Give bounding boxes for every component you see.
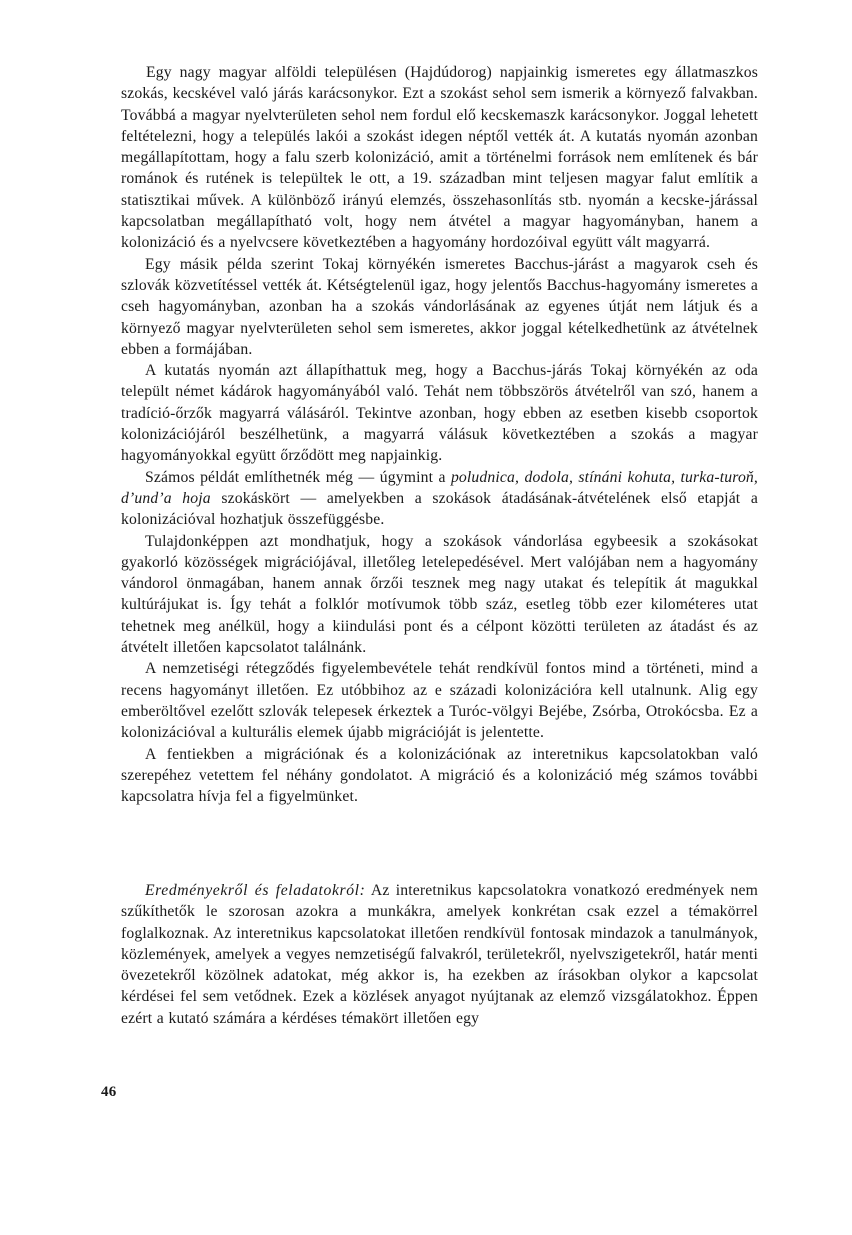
custom-names-italic: poludnica, dodola, stínáni kohuta, turka-turoň, d’und’a hoja: [121, 468, 758, 507]
paragraph-summary: A fentiekben a migrációnak és a kolonizációnak az interetnikus kapcsolatokban való szerepéhez vetettem fel néhány gondolatot. A migráció és a kolonizáció még számos további kapcsolatra hívja fel a figyelmünket.: [121, 745, 758, 806]
paragraph-bacchus: A kutatás nyomán azt állapíthattuk meg, hogy a Bacchus-járás Tokaj környékén az oda települt német kádárok hagyományából való. Tehát nem többszörös átvételről van szó, hanem a tradíció-őrzők magyarrá válásáról. Tekintve azonban, hogy ebben az esetben kisebb csoportok kolonizációjáról beszélhetünk, a magyarrá válásuk következtében a szokás a magyar hagyományokkal együtt őrződött meg napjainkig.: [121, 362, 758, 465]
paragraph-nationality: A nemzetiségi rétegződés figyelembevétele tehát rendkívül fontos mind a történeti, mind a recens hagyományt illetően. Ez utóbbihoz az e századi kolonizációra kell utalnunk. Alig egy emberöltővel ezelőtt szlovák telepesek érkeztek a Turóc-völgyi Bejébe, Zsórba, Otrokócsba. Ez a kolonizációval a kulturális elemek újabb migrációját is jelentette.: [121, 660, 758, 742]
body-text: [121, 62, 758, 807]
section-heading: Eredményekről és feladatokról:: [145, 882, 366, 899]
paragraph-hajdudorog: Egy nagy magyar alföldi településen (Hajdúdorog) napjainkig ismeretes egy állatmaszkos szokás, kecskével való járás karácsonykor. Ezt a szokást sehol sem ismerik a környező falvakban. Továbbá a magyar nyelvterületen sehol nem fordul elő kecskemaszk karácsonykor. Joggal lehetett feltételezni, hogy a település lakói a szokást idegen néptől vették át. A kutatás nyomán azonban megállapítottam, hogy a falu szerb kolonizáció, amit a történelmi források nem említenek és bár románok és rutének is települtek le ott, a 19. században mint teljesen magyar falut említik a statisztikai művek. A különböző irányú elemzés, összehasonlítás stb. nyomán a kecske-járással kapcsolatban megállapítható volt, hogy nem átvétel a magyar hagyományban, hanem a kolonizáció és a nyelvcsere következtében a hagyomány hordozóival együtt vált magyarrá.: [121, 64, 758, 252]
paragraph-tokaj: Egy másik példa szerint Tokaj környékén ismeretes Bacchus-járást a magyarok cseh és szlovák közvetítéssel vették át. Kétségtelenül igaz, hogy jelentős Bacchus-hagyomány ismeretes a cseh hagyományban, azonban ha a szokás vándorlásának az egyenes útját nem látjuk és a környező magyar nyelvterületen sehol sem ismeretes, akkor joggal kételkedhetünk az átvételnek ebben a formájában.: [121, 255, 758, 358]
section-text: Az interetnikus kapcsolatokra vonatkozó eredmények nem szűkíthetők le szorosan azokra a munkákra, amelyek konkrétan csak ezzel a témakörrel foglalkoznak. Az interetnikus kapcsolatokat illetően rendkívül fontosak mindazok a tanulmányok, közlemények, amelyek a vegyes nemzetiségű falvakról, területekről, nyelvszigetekről, határ menti övezetekről közölnek adatokat, még akkor is, ha ezekben az írásokban olykor a kapcsolat kérdései fel sem vetődnek. Ezek a közlések anyagot nyújtanak az elemző vizsgálatokhoz. Éppen ezért a kutató számára a kérdéses témakört illetően egy: [121, 882, 758, 1027]
results-paragraph: [121, 880, 758, 1029]
page-number: 46: [101, 1084, 117, 1100]
examples-text-after: szokáskört — amelyekben a szokások átadásának-átvételének első etapját a kolonizációval hozhatjuk összefüggésbe.: [121, 489, 758, 529]
paragraph-migration: Tulajdonképpen azt mondhatjuk, hogy a szokások vándorlása egybeesik a szokásokat gyakorló közösségek migrációjával, illetőleg letelepedésével. Mert valójában nem a hagyomány vándorol önmagában, hanem annak őrzői tesznek meg nagy utakat és telepítik át magukkal kultúrájukat is. Így tehát a folklór motívumok több száz, esetleg több ezer kilométeres utat tehetnek meg anélkül, hogy a kiindulási pont és a célpont közötti területen az átadást és az átvételt illetően kapcsolatot találnánk.: [121, 532, 758, 657]
results-section: [121, 880, 758, 1029]
examples-text-before: Számos példát említhetnék még — úgymint a: [145, 468, 451, 486]
paragraph-examples: [121, 467, 758, 531]
